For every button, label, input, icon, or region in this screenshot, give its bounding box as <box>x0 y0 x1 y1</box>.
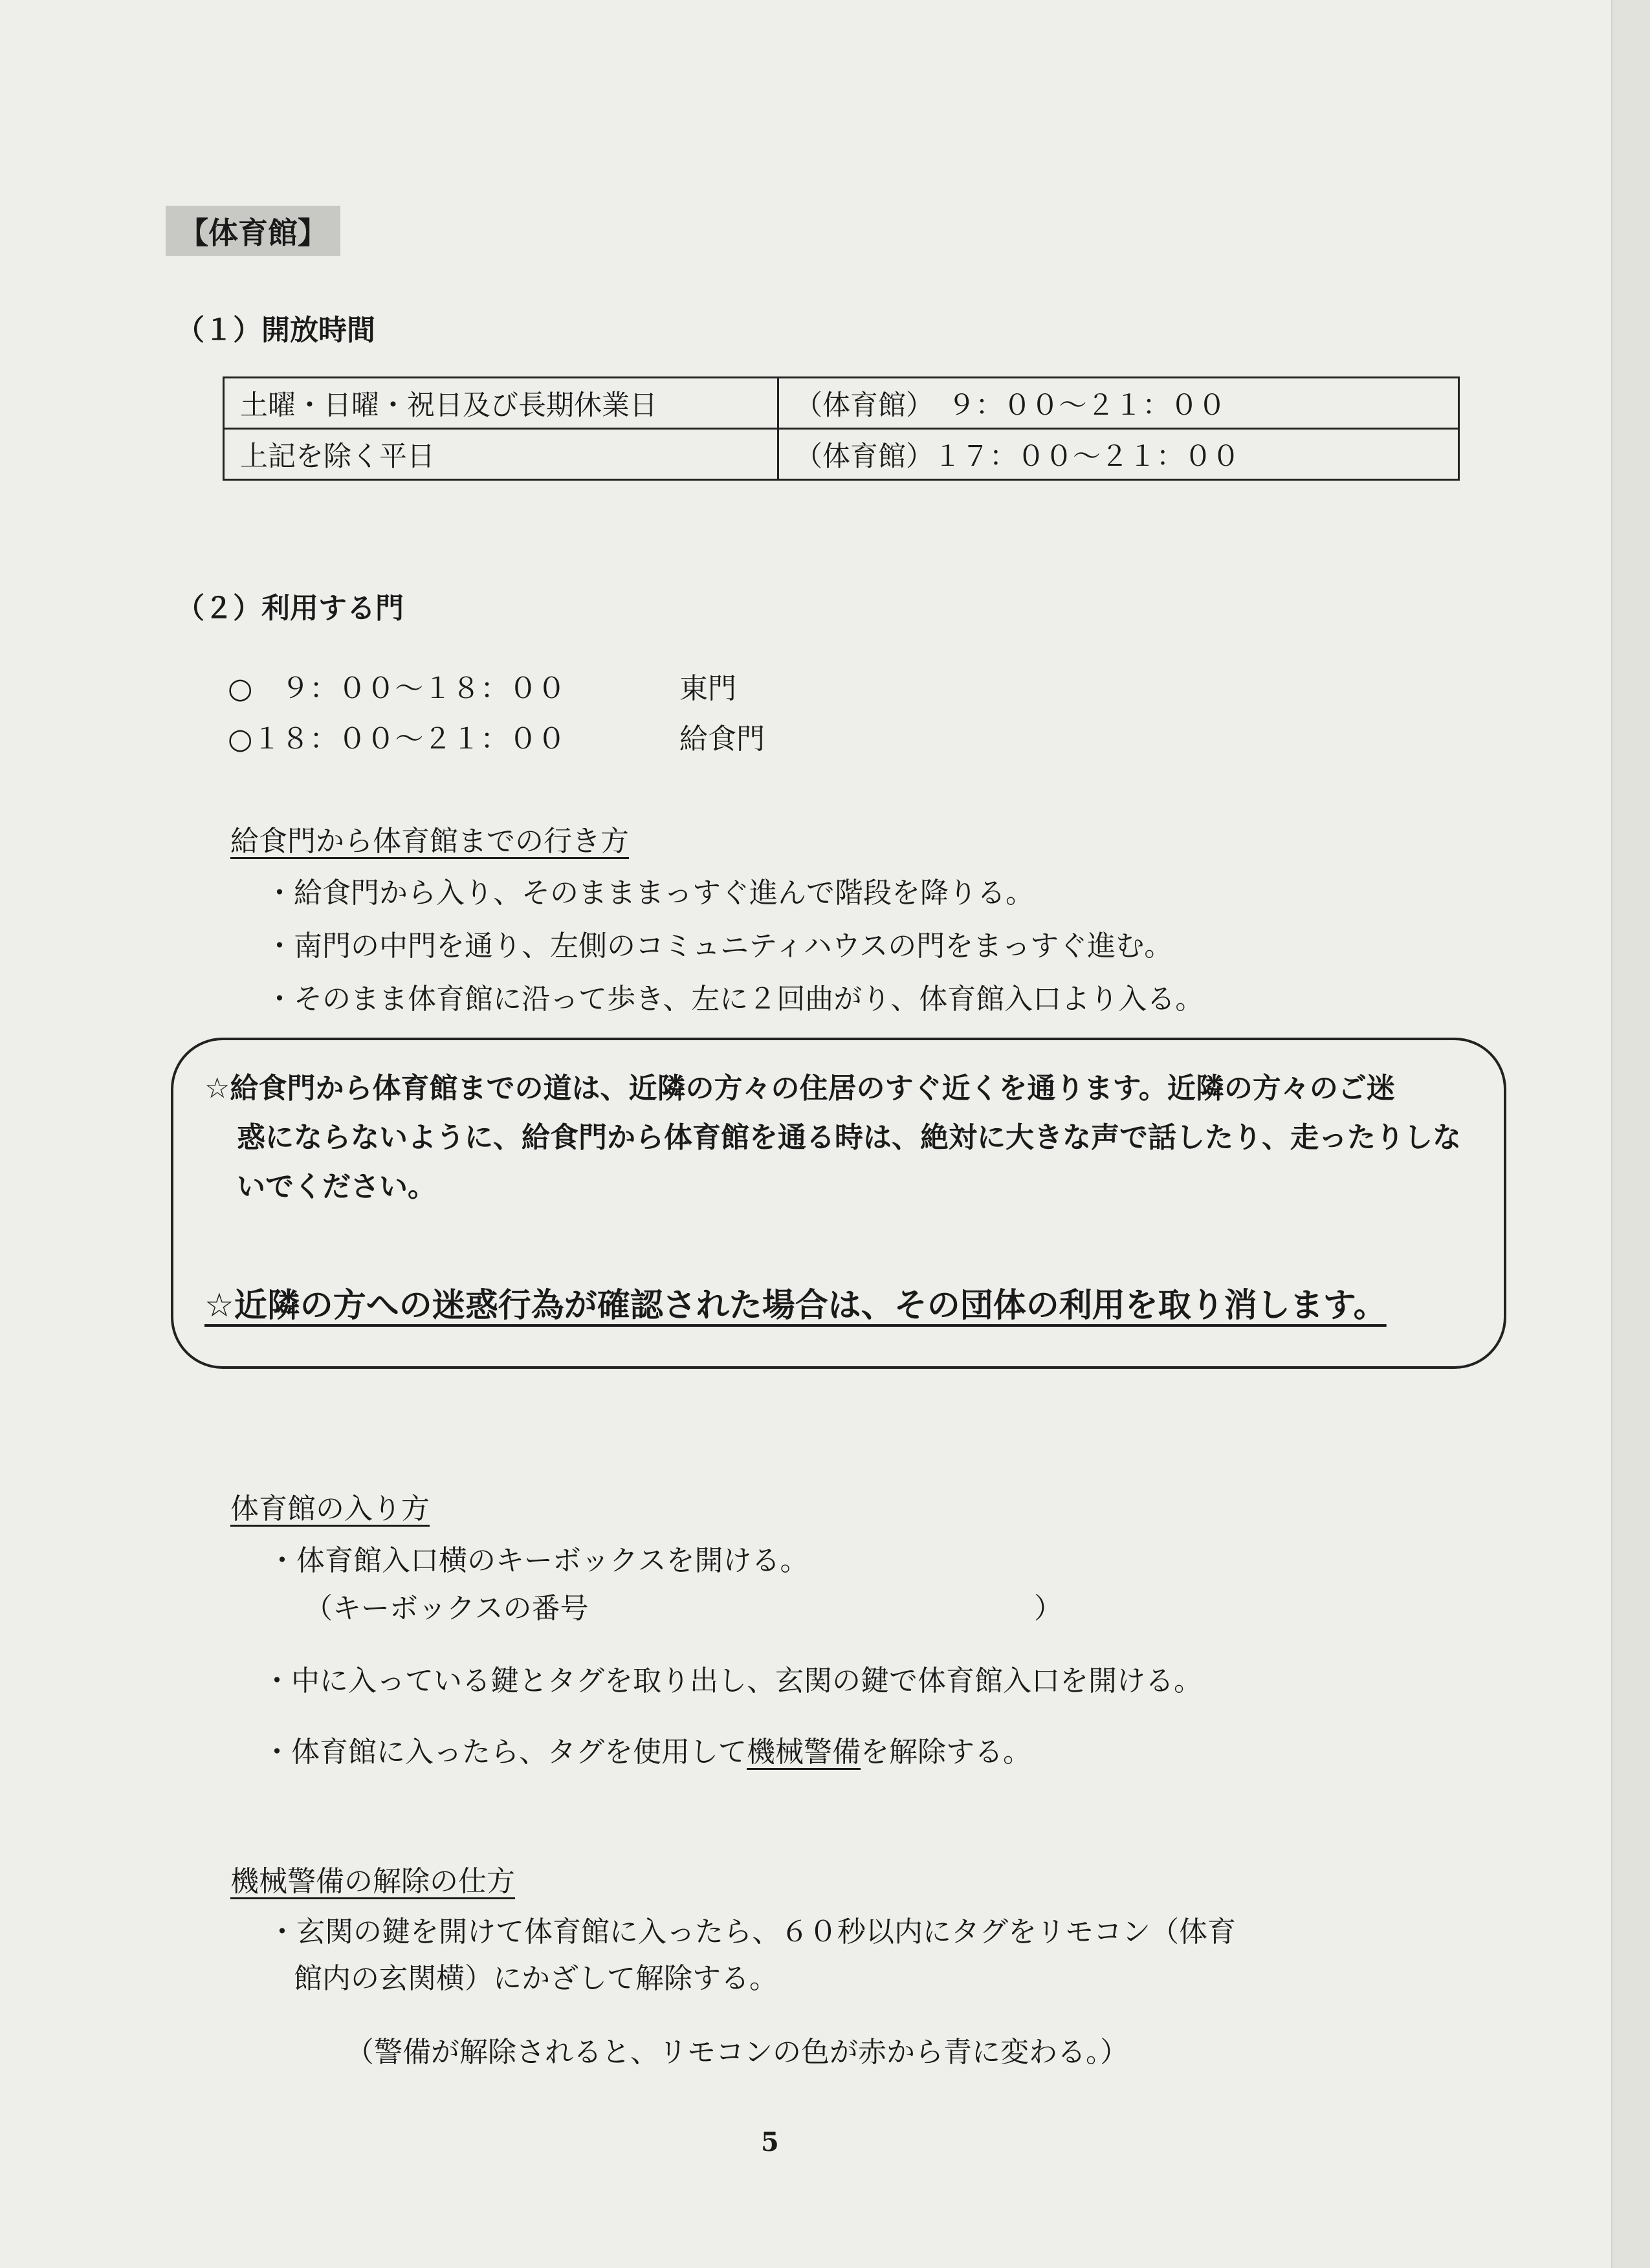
alarm-title: 機械警備の解除の仕方 <box>230 1865 515 1898</box>
list-item <box>263 1728 1031 1770</box>
gate-name: 東門 <box>679 672 736 705</box>
list-item: ・体育館入口横のキーボックスを開ける。 <box>268 1544 809 1577</box>
list-item: ・そのまま体育館に沿って歩き、左に２回曲がり、体育館入口より入る。 <box>265 983 1204 1016</box>
item-text: を解除する。 <box>861 1736 1031 1769</box>
entry-title: 体育館の入り方 <box>230 1492 430 1525</box>
route-title: 給食門から体育館までの行き方 <box>230 825 629 858</box>
page-edge <box>1611 0 1650 2268</box>
list-item: ・玄関の鍵を開けて体育館に入ったら、６０秒以内にタグをリモコン（体育 <box>268 1915 1236 1948</box>
table-row <box>224 378 1459 429</box>
hours-day-cell: 土曜・日曜・祝日及び長期休業日 <box>224 378 778 429</box>
keybox-label: （キーボックスの番号 <box>304 1592 589 1625</box>
hours-time-cell: （体育館）１７：００～２１：００ <box>778 429 1459 480</box>
warning-line: いでください。 <box>237 1170 436 1203</box>
warning-emphasis: ☆近隣の方への迷惑行為が確認された場合は、その団体の利用を取り消します。 <box>204 1287 1387 1325</box>
list-item: ・給食門から入り、そのまままっすぐ進んで階段を降りる。 <box>265 877 1034 910</box>
warning-line: ☆給食門から体育館までの道は、近隣の方々の住居のすぐ近くを通ります。近隣の方々のご迷 <box>204 1072 1395 1105</box>
gate-name: 給食門 <box>679 723 765 756</box>
table-row <box>224 429 1459 480</box>
warning-line: 惑にならないように、給食門から体育館を通る時は、絶対に大きな声で話したり、走ったりしな <box>237 1121 1461 1154</box>
gate-time: ○１８：００～２１：００ <box>228 723 566 756</box>
page-number: 5 <box>761 2127 779 2157</box>
hours-day-cell: 上記を除く平日 <box>224 429 778 480</box>
alarm-term: 機械警備 <box>747 1736 861 1769</box>
list-item: ・中に入っている鍵とタグを取り出し、玄関の鍵で体育館入口を開ける。 <box>263 1664 1202 1697</box>
hours-time-cell: （体育館） ９：００～２１：００ <box>778 378 1459 429</box>
keybox-close: ） <box>1034 1592 1062 1625</box>
list-item: ・南門の中門を通り、左側のコミュニティハウスの門をまっすぐ進む。 <box>265 930 1173 963</box>
gates-title: （２）利用する門 <box>176 592 404 625</box>
section-heading: 【体育館】 <box>166 206 340 256</box>
gate-time: ○ ９：００～１８：００ <box>228 672 566 705</box>
list-item-continued: 館内の玄関横）にかざして解除する。 <box>294 1962 778 1995</box>
item-text: ・体育館に入ったら、タグを使用して <box>263 1736 747 1769</box>
alarm-note: （警備が解除されると、リモコンの色が赤から青に変わる。） <box>346 2036 1128 2069</box>
hours-table <box>223 376 1460 481</box>
hours-title: （１）開放時間 <box>176 314 375 347</box>
